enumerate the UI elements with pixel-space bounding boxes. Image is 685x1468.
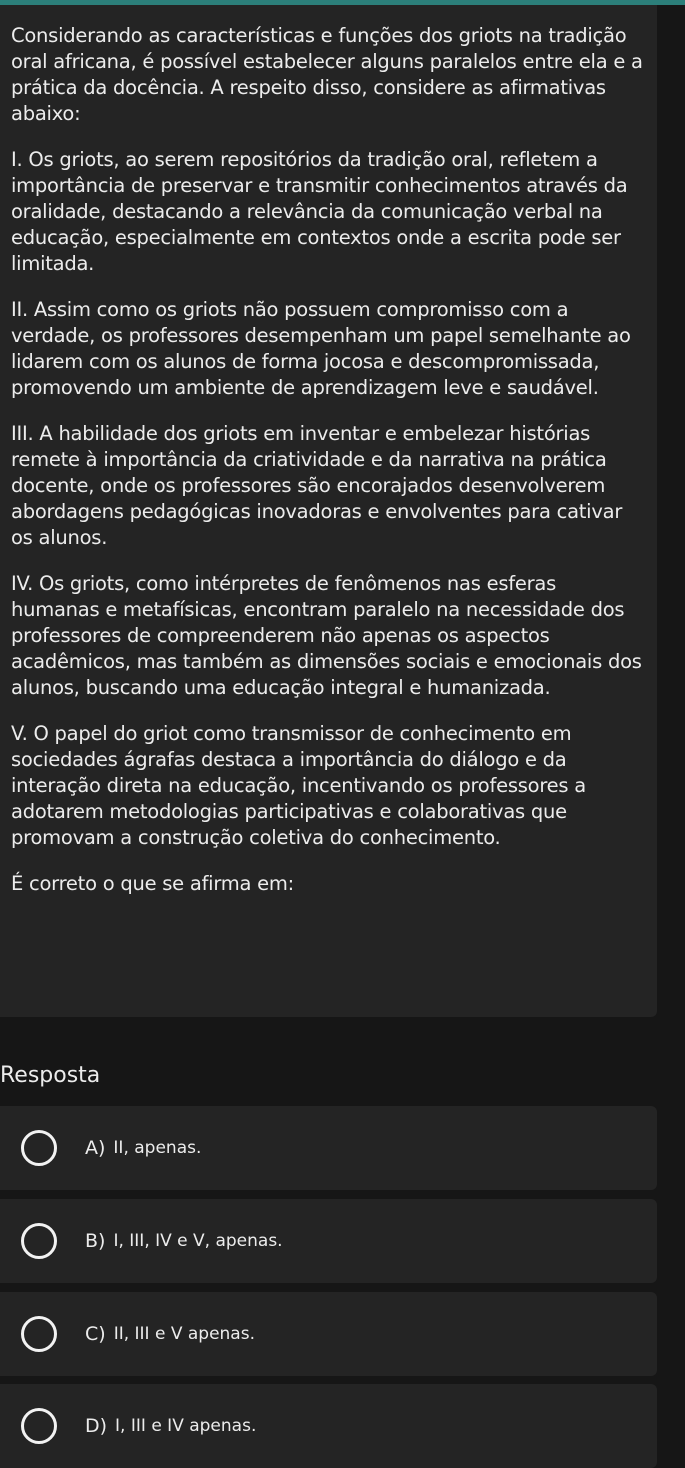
radio-circle-icon[interactable] <box>21 1130 57 1166</box>
statement-ii: II. Assim como os griots não possuem compromisso com a verdade, os professores desempenham um papel semelhante ao lidarem com os alunos de forma jocosa e descompromissada, promovendo um ambiente de aprendizagem leve e saudável. <box>11 298 631 399</box>
option-letter: C) <box>85 1323 106 1345</box>
option-text: II, apenas. <box>113 1138 202 1158</box>
question-intro: Considerando as características e funções dos griots na tradição oral africana, é possível estabelecer alguns paralelos entre ela e a prática da docência. A respeito disso, considere as afirmativas abaixo: <box>11 24 643 125</box>
radio-circle-icon[interactable] <box>21 1316 57 1352</box>
radio-circle-icon[interactable] <box>21 1408 57 1444</box>
statement-iii: III. A habilidade dos griots em inventar e embelezar histórias remete à importância da criatividade e da narrativa na prática docente, onde os professores são encorajados desenvolverem abordagens pedagógicas inovadoras e envolventes para cativar os alunos. <box>11 422 623 549</box>
radio-circle-icon[interactable] <box>21 1223 57 1259</box>
question-prompt: É correto o que se afirma em: <box>11 872 294 895</box>
statement-iv: IV. Os griots, como intérpretes de fenômenos nas esferas humanas e metafísicas, encontram paralelo na necessidade dos professores de compreenderem não apenas os aspectos acadêmicos, mas também as dimensões sociais e emocionais dos alunos, buscando uma educação integral e humanizada. <box>11 572 642 699</box>
option-text: II, III e V apenas. <box>113 1324 255 1344</box>
answer-option-c[interactable] <box>0 1292 657 1376</box>
option-letter: D) <box>85 1415 108 1437</box>
answer-option-b[interactable] <box>0 1199 657 1283</box>
question-card <box>0 5 657 1017</box>
answer-option-d[interactable] <box>0 1384 657 1468</box>
option-letter: B) <box>85 1230 106 1252</box>
answer-heading: Resposta <box>0 1063 101 1088</box>
answer-option-a[interactable] <box>0 1106 657 1190</box>
option-text: I, III, IV e V, apenas. <box>113 1231 283 1251</box>
option-text: I, III e IV apenas. <box>115 1416 257 1436</box>
option-letter: A) <box>85 1137 106 1159</box>
statement-i: I. Os griots, ao serem repositórios da tradição oral, refletem a importância de preservar e transmitir conhecimentos através da oralidade, destacando a relevância da comunicação verbal na educação, especialmente em contextos onde a escrita pode ser limitada. <box>11 148 628 275</box>
statement-v: V. O papel do griot como transmissor de conhecimento em sociedades ágrafas destaca a importância do diálogo e da interação direta na educação, incentivando os professores a adotarem metodologias participativas e colaborativas que promovam a construção coletiva do conhecimento. <box>11 722 586 849</box>
